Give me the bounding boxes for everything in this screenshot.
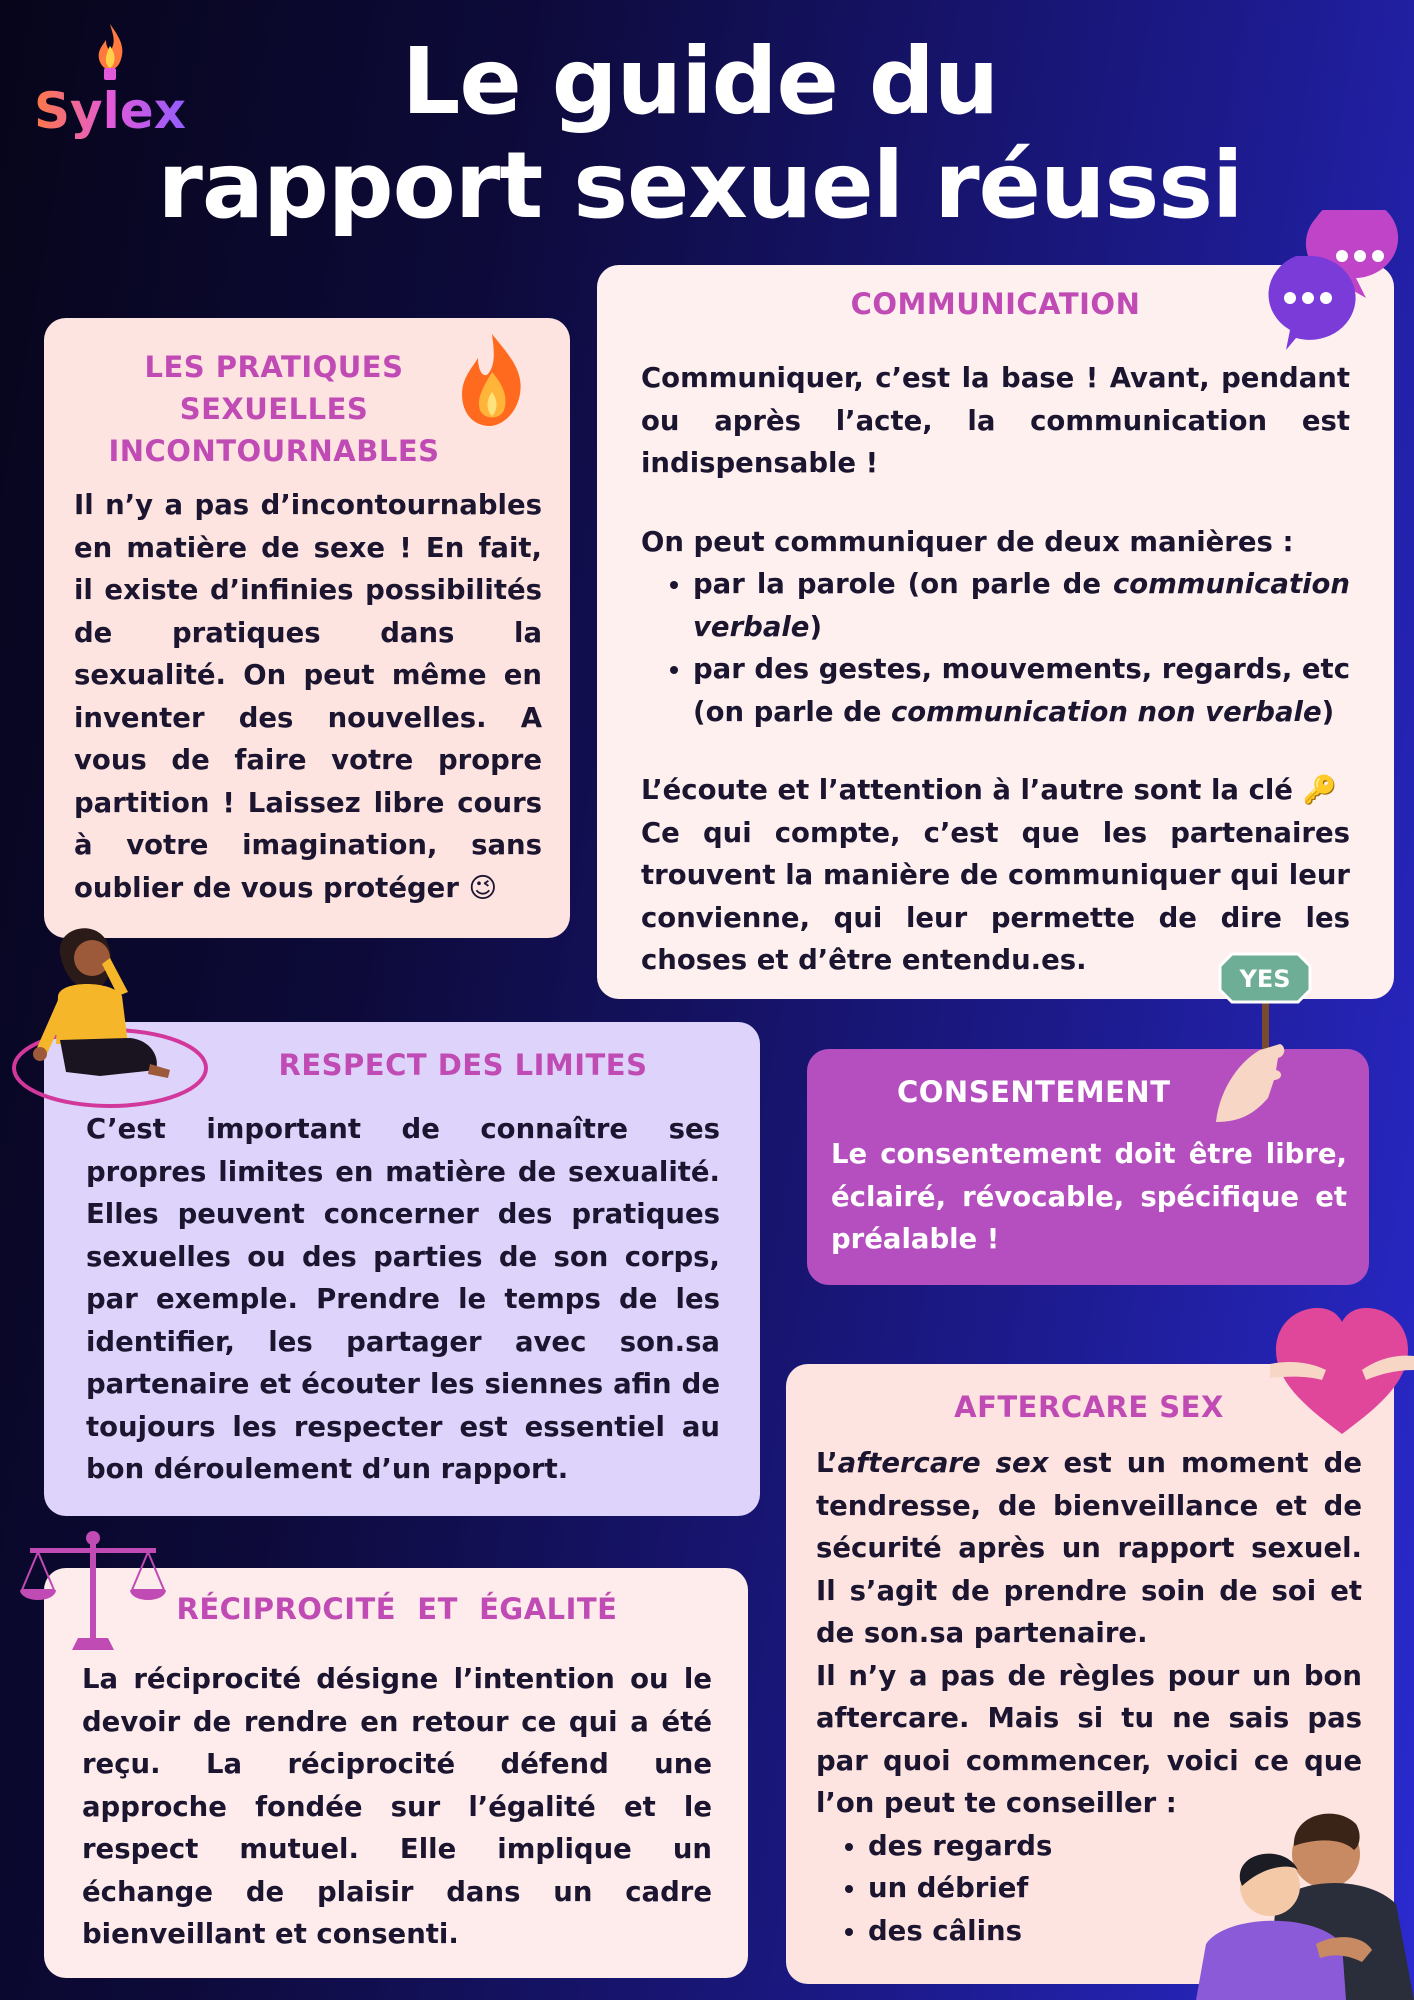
respect-text: C’est important de connaître ses propres limites en matière de sexualité. Elles peuvent concerner des pratiques sexuelles ou des parties de son corps, par exemple. Prendre le temps de les identifier, les partager avec son.sa partenaire et écouter les siennes afin de toujours les respecter est essentiel au bon déroulement d’un rapport. (86, 1113, 720, 1485)
communication-p2: On peut communiquer de deux manières : (641, 525, 1294, 558)
aftercare-list-item: • des regards (868, 1825, 1362, 1868)
pratiques-title-line-2: SEXUELLES (179, 392, 369, 426)
pratiques-title-line-3: INCONTOURNABLES (108, 434, 440, 468)
flame-candle-icon (90, 22, 130, 82)
worried-woman-illustration (0, 900, 210, 1110)
reciprocite-title: RÉCIPROCITÉ ET ÉGALITÉ (176, 1592, 618, 1626)
communication-list (641, 563, 1350, 733)
yes-sign-hand-icon (1206, 946, 1316, 1126)
aftercare-p2: Il n’y a pas de règles pour un bon aftercare. Mais si tu ne sais pas par quoi commencer, voici ce que l’on peut te conseiller : (816, 1659, 1362, 1819)
communication-p1: Communiquer, c’est la base ! Avant, pendant ou après l’acte, la communication est indispensable ! (641, 362, 1350, 479)
communication-card (597, 265, 1394, 999)
logo-text: Sylex (30, 82, 190, 140)
heart-hug-icon (1270, 1304, 1414, 1438)
title-line-1: Le guide du (401, 28, 999, 135)
speech-bubbles-icon (1256, 210, 1406, 350)
yes-sign-text: YES (1239, 965, 1291, 993)
consentement-title: CONSENTEMENT (897, 1075, 1171, 1109)
title-line-2: rapport sexuel réussi (157, 132, 1243, 239)
communication-p3-rest: Ce qui compte, c’est que les partenaires trouvent la manière de communiquer qui leur convienne, qui leur permette de dire les choses et d’être entendu.es. (641, 816, 1350, 976)
scales-icon (18, 1528, 168, 1652)
pratiques-title-line-1: LES PRATIQUES (144, 350, 404, 384)
consentement-text: Le consentement doit être libre, éclairé, révocable, spécifique et préalable ! (831, 1138, 1347, 1255)
pratiques-text: Il n’y a pas d’incontournables en matière de sexe ! En fait, il existe d’infinies possibilités de pratiques dans la sexualité. On peut même en inventer des nouvelles. A vous de faire votre propre partition ! Laissez libre cours à votre imagination, sans oublier de vous protéger 😉 (74, 489, 542, 904)
aftercare-title: AFTERCARE SEX (954, 1390, 1224, 1424)
couple-hugging-illustration (1166, 1794, 1414, 2000)
aftercare-list-item: • des câlins (868, 1910, 1362, 1953)
respect-title: RESPECT DES LIMITES (278, 1048, 648, 1082)
communication-bullet-1: • par la parole (on parle de communication verbale) (693, 563, 1350, 648)
communication-p3-line1: L’écoute et l’attention à l’autre sont la clé 🔑 (641, 774, 1337, 806)
communication-title: COMMUNICATION (850, 287, 1141, 321)
aftercare-p1: L’aftercare sex est un moment de tendresse, de bienveillance et de sécurité après un rapport sexuel. Il s’agit de prendre soin de soi et de son.sa partenaire. (816, 1447, 1362, 1649)
page-title (150, 30, 1250, 238)
fire-icon (456, 332, 528, 428)
reciprocite-text: La réciprocité désigne l’intention ou le devoir de rendre en retour ce qui a été reçu. La réciprocité défend une approche fondée sur l’égalité et le respect mutuel. Elle implique un échange de plaisir dans un cadre bienveillant et consenti. (82, 1663, 712, 1950)
pratiques-title (74, 346, 474, 472)
aftercare-list-item: • un débrief (868, 1867, 1362, 1910)
communication-bullet-2: • par des gestes, mouvements, regards, etc (on parle de communication non verbale) (693, 648, 1350, 733)
